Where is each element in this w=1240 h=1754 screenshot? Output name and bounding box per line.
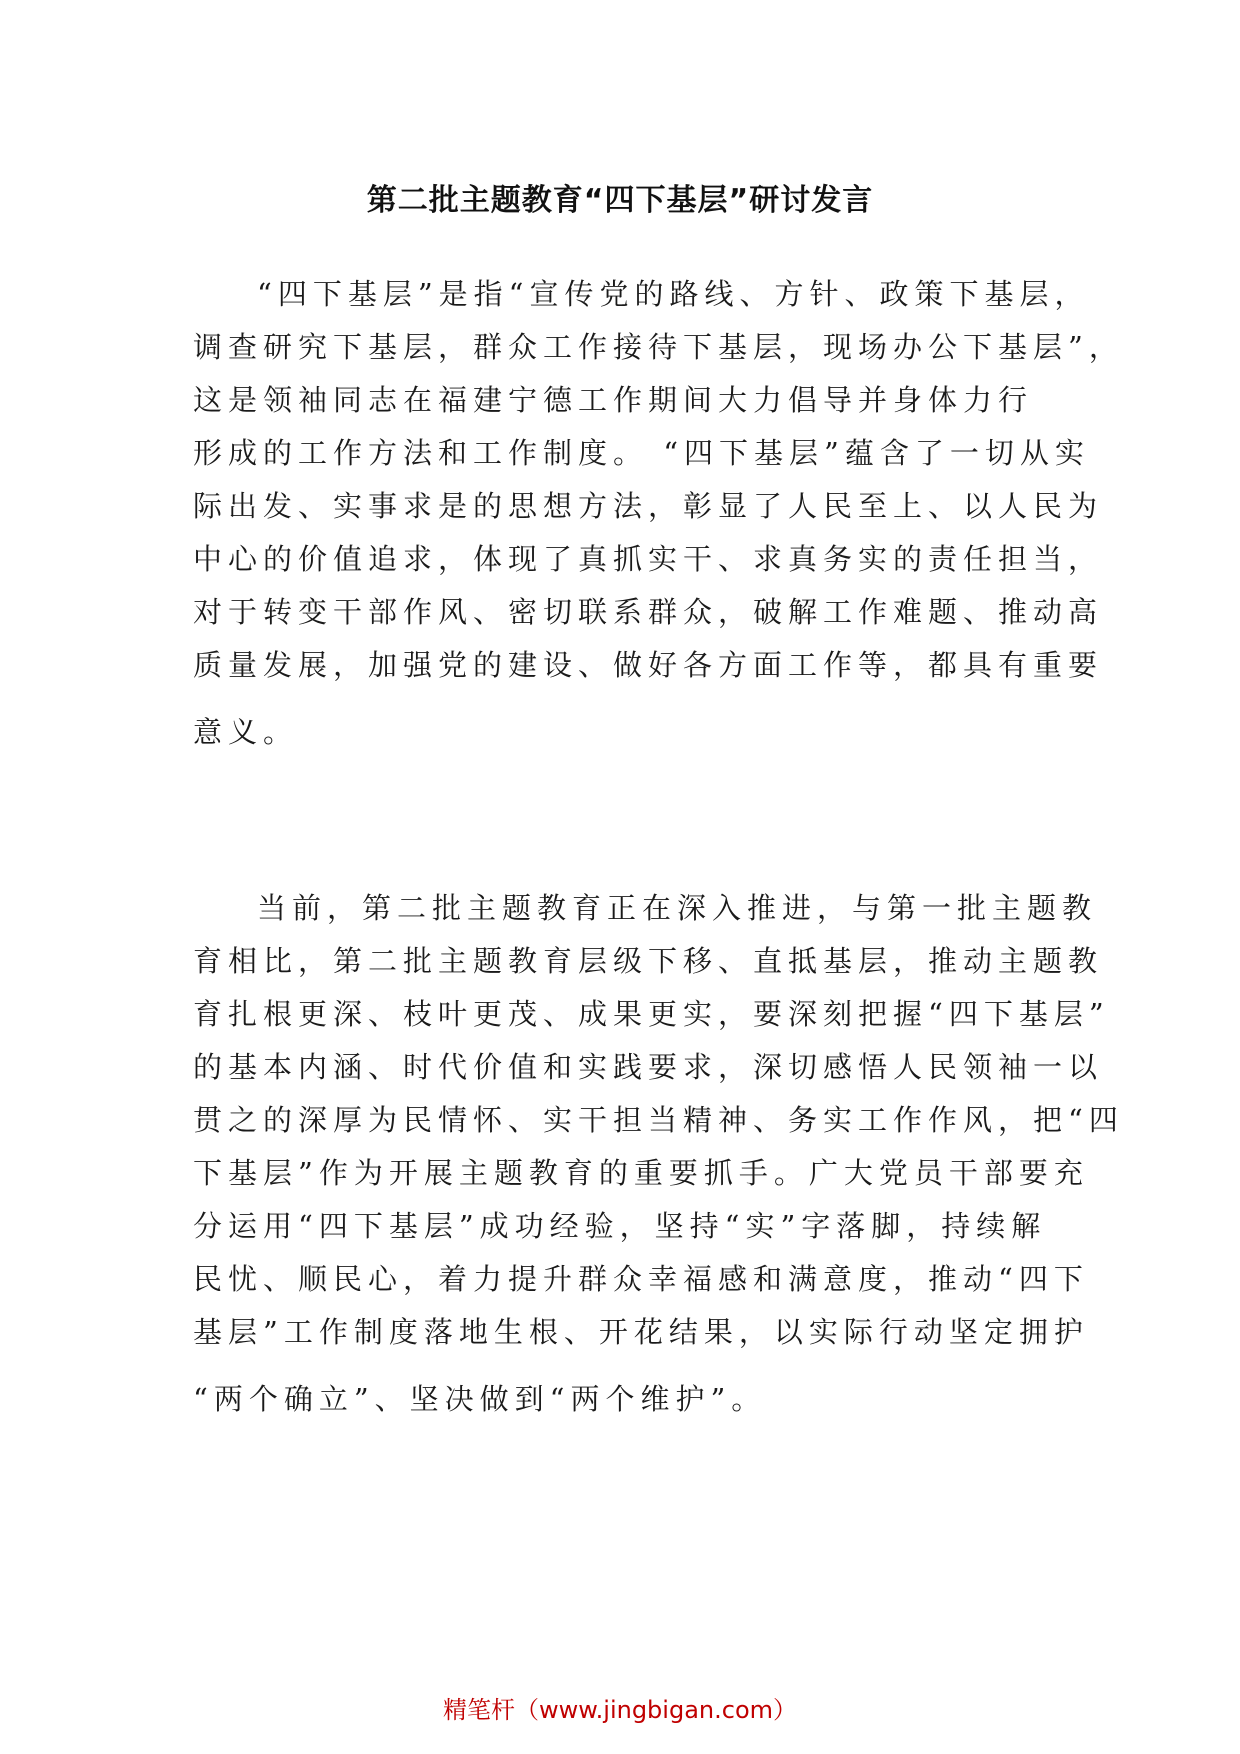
paragraph-line: 中心的价值追求，体现了真抓实干、求真务实的责任担当， xyxy=(193,542,1104,576)
paragraph-line: 形成的工作方法和工作制度。 “四下基层”蕴含了一切从实 xyxy=(193,436,1090,470)
paragraph-line: 当前，第二批主题教育正在深入推进，与第一批主题教 xyxy=(257,891,1098,925)
paragraph-line: “两个确立”、坚决做到“两个维护”。 xyxy=(193,1382,767,1416)
paragraph-line: 意义。 xyxy=(193,715,299,749)
paragraph-line: 际出发、实事求是的思想方法，彰显了人民至上、以人民为 xyxy=(193,489,1104,523)
paragraph-line: 基层”工作制度落地生根、开花结果，以实际行动坚定拥护 xyxy=(193,1315,1089,1349)
paragraph-line: “四下基层”是指“宣传党的路线、方针、政策下基层， xyxy=(257,277,1090,311)
paragraph-line: 分运用“四下基层”成功经验，坚持“实”字落脚，持续解 xyxy=(193,1209,1047,1243)
footer-watermark-link[interactable]: 精笔杆（www.jingbigan.com） xyxy=(442,1696,798,1724)
paragraph-line: 这是领袖同志在福建宁德工作期间大力倡导并身体力行 xyxy=(193,383,1034,417)
paragraph-line: 质量发展，加强党的建设、做好各方面工作等，都具有重要 xyxy=(193,648,1104,682)
page-title: 第二批主题教育“四下基层”研讨发言 xyxy=(366,183,874,218)
paragraph-2 xyxy=(193,882,1124,1426)
paragraph-line: 调查研究下基层，群众工作接待下基层，现场办公下基层”， xyxy=(193,330,1124,364)
paragraph-line: 育扎根更深、枝叶更茂、成果更实，要深刻把握“四下基层” xyxy=(193,997,1110,1031)
paragraph-line: 贯之的深厚为民情怀、实干担当精神、务实工作作风，把“四 xyxy=(193,1103,1124,1137)
paragraph-line: 下基层”作为开展主题教育的重要抓手。广大党员干部要充 xyxy=(193,1156,1089,1190)
paragraph-line: 的基本内涵、时代价值和实践要求，深切感悟人民领袖一以 xyxy=(193,1050,1104,1084)
paragraph-line: 育相比，第二批主题教育层级下移、直抵基层，推动主题教 xyxy=(193,944,1104,978)
paragraph-line: 对于转变干部作风、密切联系群众，破解工作难题、推动高 xyxy=(193,595,1104,629)
paragraph-1 xyxy=(193,268,1124,759)
paragraph-line: 民忧、顺民心，着力提升群众幸福感和满意度，推动“四下 xyxy=(193,1262,1089,1296)
